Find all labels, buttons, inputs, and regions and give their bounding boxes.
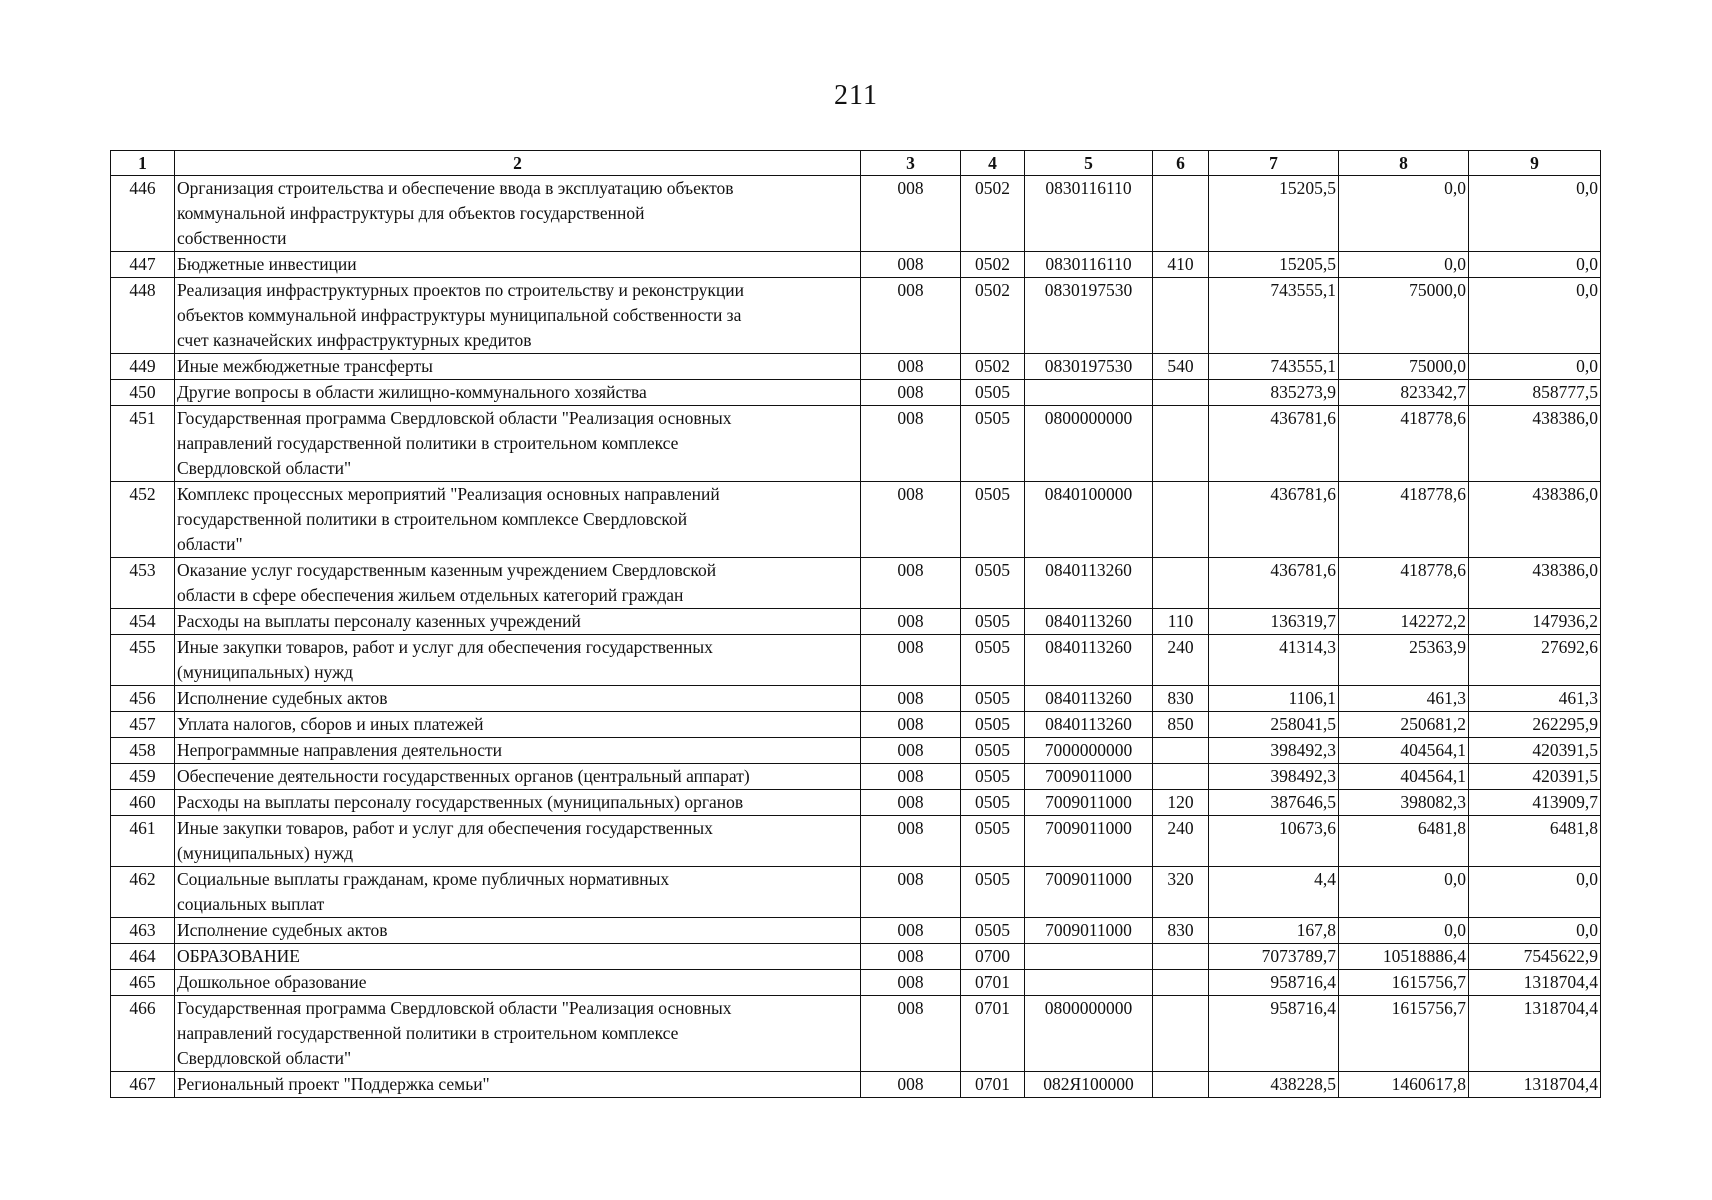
row-name-line: Уплата налогов, сборов и иных платежей [177,714,484,734]
target-article-code: 0830197530 [1025,278,1153,354]
ministry-code: 008 [861,944,961,970]
row-name-line: Расходы на выплаты персоналу казенных учреждений [177,611,581,631]
amount-col-7: 436781,6 [1209,482,1339,558]
column-header: 8 [1339,151,1469,176]
expense-type-code: 540 [1153,354,1209,380]
target-article-code: 082Я100000 [1025,1072,1153,1098]
amount-col-9: 0,0 [1469,354,1601,380]
row-number: 457 [111,712,175,738]
row-number: 446 [111,176,175,252]
ministry-code: 008 [861,609,961,635]
amount-col-9: 262295,9 [1469,712,1601,738]
target-article-code: 0840113260 [1025,558,1153,609]
row-name [175,482,861,558]
table-row [111,609,1601,635]
section-code: 0701 [961,996,1025,1072]
header-row [111,151,1601,176]
row-name [175,918,861,944]
amount-col-9: 420391,5 [1469,764,1601,790]
amount-col-9: 0,0 [1469,252,1601,278]
table-row [111,686,1601,712]
row-name [175,176,861,252]
section-code: 0505 [961,380,1025,406]
expense-type-code: 320 [1153,867,1209,918]
row-number: 461 [111,816,175,867]
row-name [175,996,861,1072]
ministry-code: 008 [861,278,961,354]
expense-type-code [1153,970,1209,996]
row-name-line: Исполнение судебных актов [177,920,388,940]
row-name [175,278,861,354]
section-code: 0505 [961,635,1025,686]
target-article-code: 7009011000 [1025,790,1153,816]
row-name [175,867,861,918]
ministry-code: 008 [861,816,961,867]
row-name-line: Бюджетные инвестиции [177,254,357,274]
expense-type-code: 830 [1153,918,1209,944]
row-name-line: собственности [177,228,287,248]
amount-col-9: 1318704,4 [1469,970,1601,996]
amount-col-7: 958716,4 [1209,996,1339,1072]
row-name-line: социальных выплат [177,894,325,914]
amount-col-7: 436781,6 [1209,558,1339,609]
row-number: 449 [111,354,175,380]
target-article-code: 0800000000 [1025,406,1153,482]
amount-col-8: 418778,6 [1339,406,1469,482]
section-code: 0505 [961,406,1025,482]
amount-col-7: 15205,5 [1209,252,1339,278]
ministry-code: 008 [861,482,961,558]
section-code: 0505 [961,816,1025,867]
expense-type-code [1153,482,1209,558]
table-row [111,354,1601,380]
section-code: 0505 [961,738,1025,764]
row-number: 464 [111,944,175,970]
row-name-line: Исполнение судебных актов [177,688,388,708]
row-name [175,712,861,738]
row-number: 462 [111,867,175,918]
table-row [111,970,1601,996]
row-name-line: направлений государственной политики в строительном комплексе [177,433,679,453]
expense-type-code [1153,406,1209,482]
amount-col-8: 0,0 [1339,867,1469,918]
amount-col-9: 27692,6 [1469,635,1601,686]
amount-col-8: 404564,1 [1339,738,1469,764]
table-row [111,816,1601,867]
amount-col-9: 438386,0 [1469,406,1601,482]
ministry-code: 008 [861,1072,961,1098]
amount-col-7: 7073789,7 [1209,944,1339,970]
amount-col-9: 438386,0 [1469,482,1601,558]
ministry-code: 008 [861,558,961,609]
row-name-line: Непрограммные направления деятельности [177,740,503,760]
table-header [111,151,1601,176]
target-article-code: 7000000000 [1025,738,1153,764]
row-number: 466 [111,996,175,1072]
ministry-code: 008 [861,764,961,790]
target-article-code: 0800000000 [1025,996,1153,1072]
ministry-code: 008 [861,354,961,380]
row-name-line: счет казначейских инфраструктурных кредитов [177,330,532,350]
row-number: 451 [111,406,175,482]
column-header: 6 [1153,151,1209,176]
section-code: 0502 [961,176,1025,252]
row-number: 455 [111,635,175,686]
amount-col-8: 404564,1 [1339,764,1469,790]
table-row [111,790,1601,816]
section-code: 0505 [961,712,1025,738]
expense-type-code: 120 [1153,790,1209,816]
section-code: 0502 [961,252,1025,278]
ministry-code: 008 [861,712,961,738]
row-name-line: Обеспечение деятельности государственных органов (центральный аппарат) [177,766,750,786]
amount-col-7: 1106,1 [1209,686,1339,712]
target-article-code: 7009011000 [1025,867,1153,918]
row-name [175,816,861,867]
table-row [111,867,1601,918]
column-header: 7 [1209,151,1339,176]
amount-col-8: 10518886,4 [1339,944,1469,970]
row-number: 463 [111,918,175,944]
amount-col-8: 0,0 [1339,252,1469,278]
row-name-line: Государственная программа Свердловской области "Реализация основных [177,408,732,428]
section-code: 0700 [961,944,1025,970]
row-name-line: (муниципальных) нужд [177,843,354,863]
ministry-code: 008 [861,176,961,252]
section-code: 0505 [961,609,1025,635]
table-row [111,176,1601,252]
row-name [175,764,861,790]
table-row [111,712,1601,738]
target-article-code: 0830116110 [1025,176,1153,252]
amount-col-7: 398492,3 [1209,764,1339,790]
target-article-code: 0840113260 [1025,609,1153,635]
amount-col-7: 41314,3 [1209,635,1339,686]
table-row [111,738,1601,764]
target-article-code: 0840113260 [1025,712,1153,738]
row-number: 458 [111,738,175,764]
table-row [111,764,1601,790]
row-number: 454 [111,609,175,635]
row-name-line: Иные закупки товаров, работ и услуг для обеспечения государственных [177,818,713,838]
table-row [111,482,1601,558]
row-name-line: Иные закупки товаров, работ и услуг для обеспечения государственных [177,637,713,657]
amount-col-8: 75000,0 [1339,278,1469,354]
expense-type-code [1153,176,1209,252]
row-number: 459 [111,764,175,790]
ministry-code: 008 [861,686,961,712]
amount-col-9: 1318704,4 [1469,1072,1601,1098]
row-name [175,609,861,635]
amount-col-8: 0,0 [1339,176,1469,252]
target-article-code: 7009011000 [1025,816,1153,867]
row-name [175,738,861,764]
row-name-line: ОБРАЗОВАНИЕ [177,946,300,966]
table-row [111,252,1601,278]
amount-col-7: 258041,5 [1209,712,1339,738]
amount-col-7: 743555,1 [1209,278,1339,354]
amount-col-9: 438386,0 [1469,558,1601,609]
row-name-line: Дошкольное образование [177,972,367,992]
row-name-line: Социальные выплаты гражданам, кроме публичных нормативных [177,869,670,889]
table-row [111,635,1601,686]
table-row [111,1072,1601,1098]
page-number: 211 [834,80,878,111]
table-body [111,176,1601,1098]
row-name-line: Другие вопросы в области жилищно-коммунального хозяйства [177,382,647,402]
row-name-line: (муниципальных) нужд [177,662,354,682]
row-name [175,380,861,406]
amount-col-7: 136319,7 [1209,609,1339,635]
amount-col-8: 75000,0 [1339,354,1469,380]
amount-col-9: 858777,5 [1469,380,1601,406]
ministry-code: 008 [861,790,961,816]
amount-col-9: 0,0 [1469,176,1601,252]
expense-type-code [1153,738,1209,764]
row-name [175,1072,861,1098]
amount-col-8: 25363,9 [1339,635,1469,686]
column-header: 5 [1025,151,1153,176]
amount-col-8: 1460617,8 [1339,1072,1469,1098]
amount-col-8: 1615756,7 [1339,970,1469,996]
row-name-line: Иные межбюджетные трансферты [177,356,433,376]
amount-col-8: 250681,2 [1339,712,1469,738]
row-number: 450 [111,380,175,406]
row-name [175,558,861,609]
section-code: 0505 [961,790,1025,816]
amount-col-9: 1318704,4 [1469,996,1601,1072]
section-code: 0701 [961,970,1025,996]
amount-col-9: 147936,2 [1469,609,1601,635]
row-name-line: Оказание услуг государственным казенным учреждением Свердловской [177,560,717,580]
expense-type-code: 240 [1153,635,1209,686]
row-name [175,354,861,380]
target-article-code [1025,380,1153,406]
row-name-line: Региональный проект "Поддержка семьи" [177,1074,490,1094]
column-header: 2 [175,151,861,176]
target-article-code [1025,970,1153,996]
amount-col-9: 6481,8 [1469,816,1601,867]
section-code: 0502 [961,354,1025,380]
target-article-code: 0840100000 [1025,482,1153,558]
row-name-line: Расходы на выплаты персоналу государственных (муниципальных) органов [177,792,744,812]
ministry-code: 008 [861,996,961,1072]
expense-type-code: 110 [1153,609,1209,635]
row-number: 447 [111,252,175,278]
amount-col-7: 387646,5 [1209,790,1339,816]
amount-col-9: 0,0 [1469,918,1601,944]
ministry-code: 008 [861,406,961,482]
section-code: 0505 [961,867,1025,918]
amount-col-9: 0,0 [1469,278,1601,354]
expense-type-code [1153,996,1209,1072]
target-article-code: 0840113260 [1025,686,1153,712]
amount-col-8: 6481,8 [1339,816,1469,867]
row-name-line: коммунальной инфраструктуры для объектов государственной [177,203,645,223]
ministry-code: 008 [861,918,961,944]
amount-col-7: 743555,1 [1209,354,1339,380]
row-name [175,635,861,686]
row-name [175,252,861,278]
row-name-line: области в сфере обеспечения жильем отдельных категорий граждан [177,585,684,605]
row-name-line: объектов коммунальной инфраструктуры муниципальной собственности за [177,305,742,325]
expense-type-code [1153,944,1209,970]
expense-type-code [1153,1072,1209,1098]
row-name-line: Реализация инфраструктурных проектов по строительству и реконструкции [177,280,744,300]
expense-type-code [1153,764,1209,790]
amount-col-8: 823342,7 [1339,380,1469,406]
section-code: 0505 [961,482,1025,558]
section-code: 0701 [961,1072,1025,1098]
amount-col-8: 418778,6 [1339,558,1469,609]
column-header: 4 [961,151,1025,176]
row-name-line: Свердловской области" [177,1048,352,1068]
table-row [111,406,1601,482]
table-row [111,996,1601,1072]
row-name [175,944,861,970]
expense-type-code: 410 [1153,252,1209,278]
amount-col-7: 4,4 [1209,867,1339,918]
expense-type-code: 850 [1153,712,1209,738]
table-row [111,380,1601,406]
table-row [111,918,1601,944]
section-code: 0505 [961,764,1025,790]
budget-table [110,150,1601,1098]
amount-col-7: 835273,9 [1209,380,1339,406]
amount-col-8: 0,0 [1339,918,1469,944]
row-name [175,406,861,482]
amount-col-9: 420391,5 [1469,738,1601,764]
row-name-line: Государственная программа Свердловской области "Реализация основных [177,998,732,1018]
amount-col-7: 436781,6 [1209,406,1339,482]
expense-type-code [1153,380,1209,406]
expense-type-code: 830 [1153,686,1209,712]
amount-col-8: 1615756,7 [1339,996,1469,1072]
column-header: 9 [1469,151,1601,176]
amount-col-8: 398082,3 [1339,790,1469,816]
table-row [111,558,1601,609]
amount-col-7: 438228,5 [1209,1072,1339,1098]
row-name-line: Свердловской области" [177,458,352,478]
target-article-code: 0830116110 [1025,252,1153,278]
row-name-line: направлений государственной политики в строительном комплексе [177,1023,679,1043]
expense-type-code: 240 [1153,816,1209,867]
section-code: 0505 [961,558,1025,609]
row-name-line: государственной политики в строительном комплексе Свердловской [177,509,688,529]
table-row [111,944,1601,970]
ministry-code: 008 [861,635,961,686]
target-article-code: 7009011000 [1025,764,1153,790]
row-name-line: области" [177,534,243,554]
row-name [175,970,861,996]
row-number: 460 [111,790,175,816]
amount-col-7: 958716,4 [1209,970,1339,996]
row-name-line: Комплекс процессных мероприятий "Реализация основных направлений [177,484,720,504]
amount-col-7: 398492,3 [1209,738,1339,764]
amount-col-9: 413909,7 [1469,790,1601,816]
row-number: 452 [111,482,175,558]
amount-col-8: 418778,6 [1339,482,1469,558]
amount-col-8: 461,3 [1339,686,1469,712]
row-number: 453 [111,558,175,609]
target-article-code: 0830197530 [1025,354,1153,380]
row-number: 467 [111,1072,175,1098]
row-name [175,686,861,712]
section-code: 0505 [961,686,1025,712]
target-article-code: 7009011000 [1025,918,1153,944]
section-code: 0505 [961,918,1025,944]
amount-col-9: 7545622,9 [1469,944,1601,970]
row-name-line: Организация строительства и обеспечение ввода в эксплуатацию объектов [177,178,734,198]
amount-col-9: 0,0 [1469,867,1601,918]
amount-col-7: 10673,6 [1209,816,1339,867]
ministry-code: 008 [861,867,961,918]
ministry-code: 008 [861,252,961,278]
column-header: 1 [111,151,175,176]
expense-type-code [1153,558,1209,609]
amount-col-7: 15205,5 [1209,176,1339,252]
column-header: 3 [861,151,961,176]
section-code: 0502 [961,278,1025,354]
ministry-code: 008 [861,380,961,406]
row-number: 456 [111,686,175,712]
row-number: 465 [111,970,175,996]
amount-col-8: 142272,2 [1339,609,1469,635]
target-article-code [1025,944,1153,970]
expense-type-code [1153,278,1209,354]
ministry-code: 008 [861,970,961,996]
amount-col-7: 167,8 [1209,918,1339,944]
table-row [111,278,1601,354]
row-name [175,790,861,816]
target-article-code: 0840113260 [1025,635,1153,686]
amount-col-9: 461,3 [1469,686,1601,712]
row-number: 448 [111,278,175,354]
ministry-code: 008 [861,738,961,764]
